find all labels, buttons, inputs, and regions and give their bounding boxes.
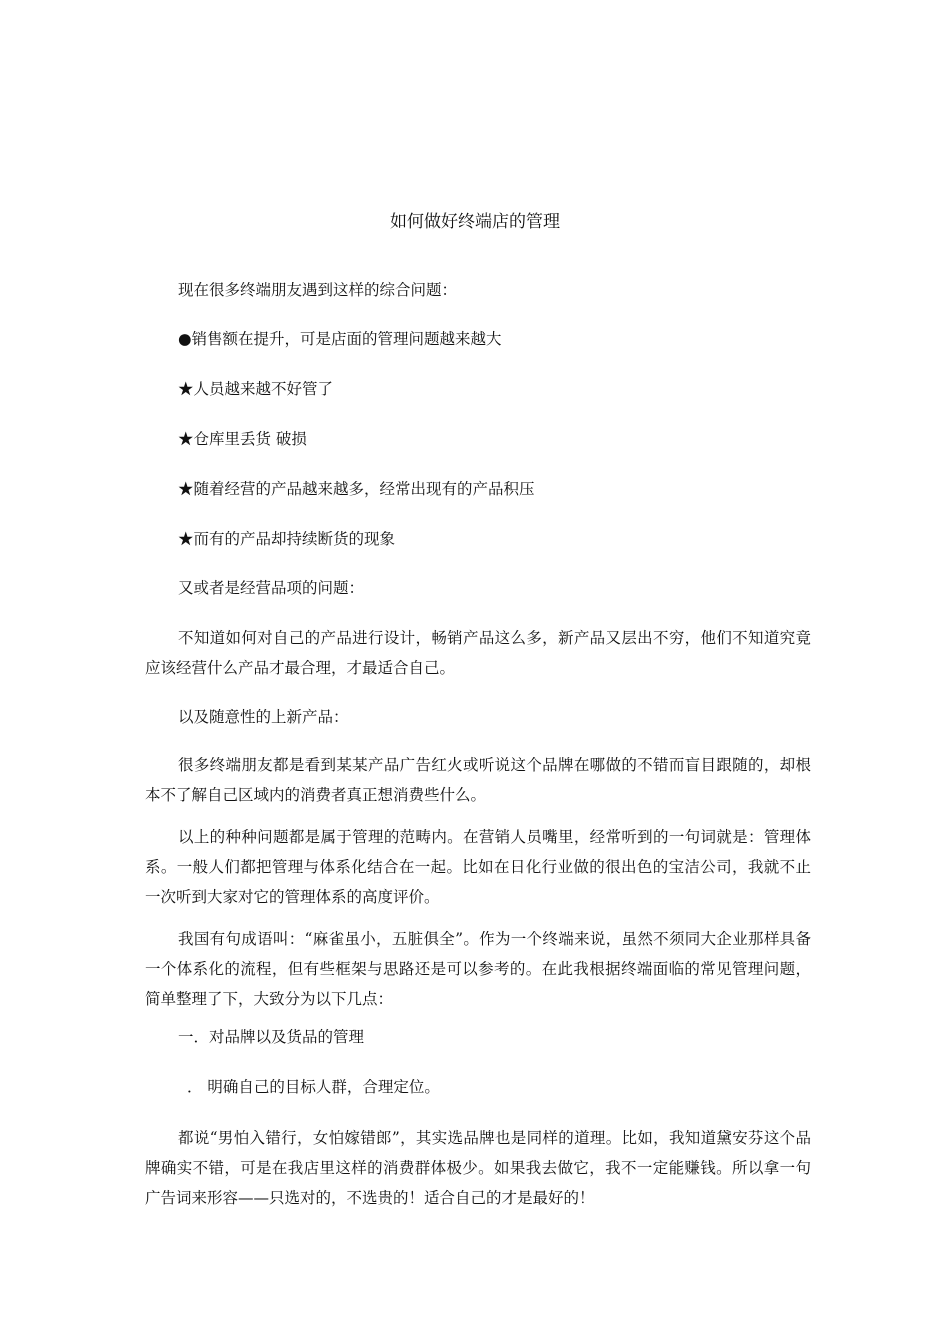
transition-line-2: 以及随意性的上新产品：	[178, 708, 349, 726]
page-title: 如何做好终端店的管理	[390, 212, 560, 232]
intro-line: 现在很多终端朋友遇到这样的综合问题：	[178, 281, 458, 299]
transition-line: 又或者是经营品项的问题：	[178, 579, 365, 597]
section-heading: 一．对品牌以及货品的管理	[178, 1028, 365, 1046]
subsection-heading: ． 明确自己的目标人群，合理定位。	[187, 1078, 440, 1096]
star-line-3: ★随着经营的产品越来越多，经常出现有的产品积压	[178, 480, 535, 498]
star-line-2: ★仓库里丢货 破损	[178, 430, 307, 448]
star-line-1: ★人员越来越不好管了	[178, 380, 334, 398]
bullet-circle-line: ●销售额在提升，可是店面的管理问题越来越大	[178, 330, 502, 348]
paragraph-5: 都说“男怕入错行，女怕嫁错郎”，其实选品牌也是同样的道理。比如，我知道黛安芬这个品牌确实不错，可是在我店里这样的消费群体极少。如果我去做它，我不一定能赚钱。所以拿一句广告词来形容——只选对的，不选贵的！适合自己的才是最好的！	[145, 1129, 811, 1207]
paragraph-3: 以上的种种问题都是属于管理的范畴内。在营销人员嘴里，经常听到的一句词就是：管理体系。一般人们都把管理与体系化结合在一起。比如在日化行业做的很出色的宝洁公司，我就不止一次听到大家对它的管理体系的高度评价。	[145, 828, 811, 906]
star-line-4: ★而有的产品却持续断货的现象	[178, 530, 396, 548]
paragraph-2: 很多终端朋友都是看到某某产品广告红火或听说这个品牌在哪做的不错而盲目跟随的，却根本不了解自己区域内的消费者真正想消费些什么。	[145, 756, 811, 804]
paragraph-1: 不知道如何对自己的产品进行设计，畅销产品这么多，新产品又层出不穷，他们不知道究竟应该经营什么产品才最合理，才最适合自己。	[145, 629, 811, 677]
paragraph-4: 我国有句成语叫：“麻雀虽小，五脏俱全”。作为一个终端来说，虽然不须同大企业那样具备一个体系化的流程，但有些框架与思路还是可以参考的。在此我根据终端面临的常见管理问题，简单整理了下，大致分为以下几点：	[145, 930, 811, 1008]
